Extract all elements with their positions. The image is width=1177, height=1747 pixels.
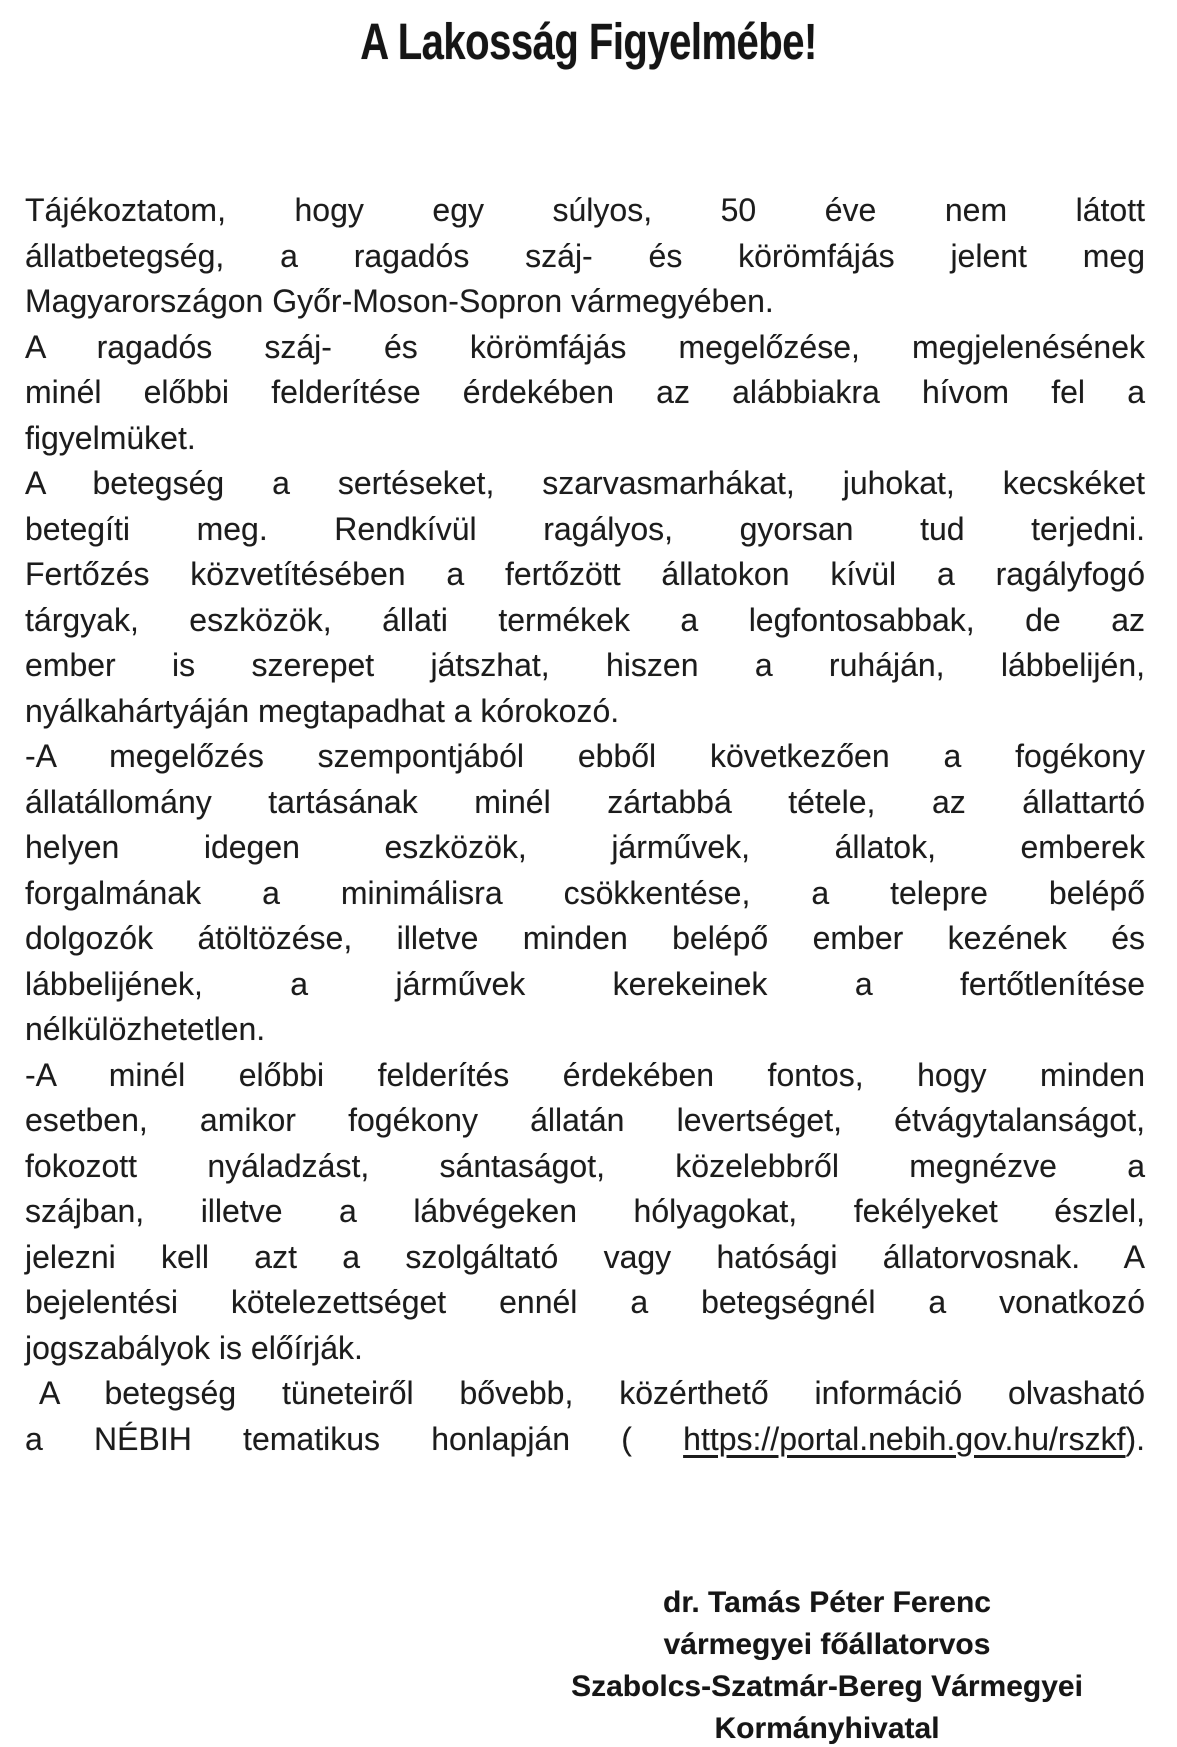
body-line: A betegség tüneteiről bővebb, közérthető információ olvasható <box>39 1375 1145 1411</box>
title-row <box>0 14 1177 84</box>
body-line: állatállomány tartásának minél zártabbá tétele, az állattartó <box>25 783 1145 820</box>
body-paragraphs <box>25 188 1145 1371</box>
paragraph-4 <box>25 734 1145 1053</box>
body-line: jelezni kell azt a szolgáltató vagy hatósági állatorvosnak. A <box>25 1238 1145 1275</box>
body-line: Fertőzés közvetítésében a fertőzött állatokon kívül a ragályfogó <box>25 556 1145 592</box>
nebih-link-prefix: a NÉBIH tematikus honlapján ( <box>25 1420 684 1457</box>
signature-organization-line1: Szabolcs-Szatmár-Bereg Vármegyei <box>571 1670 1083 1703</box>
body-line: minél előbbi felderítése érdekében az alábbiakra hívom fel a <box>25 374 1145 410</box>
body-line: szájban, illetve a lábvégeken hólyagokat, fekélyeket észlel, <box>25 1193 1145 1229</box>
body-line: lábbelijének, a járművek kerekeinek a fertőtlenítése <box>25 965 1145 1002</box>
signature-role: vármegyei főállatorvos <box>663 1628 991 1661</box>
body-line <box>25 1417 1145 1463</box>
body-line: ember is szerepet játszhat, hiszen a ruháján, lábbelijén, <box>25 647 1145 683</box>
body-line: fokozott nyáladzást, sántaságot, közelebbről megnézve a <box>25 1147 1145 1184</box>
body-line: A ragadós száj- és körömfájás megelőzése, megjelenésének <box>25 328 1145 365</box>
paragraph-2 <box>25 325 1145 462</box>
body-line: dolgozók átöltözése, illetve minden belépő ember kezének és <box>25 920 1145 956</box>
signature-name: dr. Tamás Péter Ferenc <box>663 1586 991 1619</box>
body-line: nyálkahártyáján megtapadhat a kórokozó. <box>25 692 620 729</box>
body-line: bejelentési kötelezettséget ennél a betegségnél a vonatkozó <box>25 1284 1145 1320</box>
body-line: esetben, amikor fogékony állatán levertséget, étvágytalanságot, <box>25 1102 1145 1138</box>
body-line: tárgyak, eszközök, állati termékek a legfontosabbak, de az <box>25 601 1145 638</box>
body-line: betegíti meg. Rendkívül ragályos, gyorsan tud terjedni. <box>25 510 1145 547</box>
body-line: állatbetegség, a ragadós száj- és körömfájás jelent meg <box>25 237 1145 274</box>
body-line: Magyarországon Győr-Moson-Sopron vármegyében. <box>25 283 774 319</box>
body-line: forgalmának a minimálisra csökkentése, a telepre belépő <box>25 874 1145 911</box>
nebih-url-link[interactable]: https://portal.nebih.gov.hu/rszkf <box>683 1420 1126 1457</box>
notice-body <box>25 188 1145 1462</box>
paragraph-3 <box>25 461 1145 734</box>
signature-organization-line2: Kormányhivatal <box>714 1712 940 1745</box>
body-line: -A minél előbbi felderítés érdekében fontos, hogy minden <box>25 1056 1145 1093</box>
page-title: A Lakosság Figyelmébe! <box>360 14 817 71</box>
body-line: Tájékoztatom, hogy egy súlyos, 50 éve nem látott <box>25 192 1145 228</box>
nebih-link-suffix: ). <box>1125 1420 1145 1457</box>
signature-block <box>557 1582 1097 1747</box>
paragraph-nebih <box>25 1371 1145 1462</box>
body-line: helyen idegen eszközök, járművek, állatok, emberek <box>25 829 1145 865</box>
body-line: A betegség a sertéseket, szarvasmarhákat, juhokat, kecskéket <box>25 465 1145 501</box>
body-line: -A megelőzés szempontjából ebből következően a fogékony <box>25 738 1145 774</box>
body-line: jogszabályok is előírják. <box>25 1329 363 1366</box>
body-line: figyelmüket. <box>25 419 196 456</box>
paragraph-1 <box>25 188 1145 325</box>
paragraph-5 <box>25 1053 1145 1372</box>
body-line: nélkülözhetetlen. <box>25 1011 266 1047</box>
